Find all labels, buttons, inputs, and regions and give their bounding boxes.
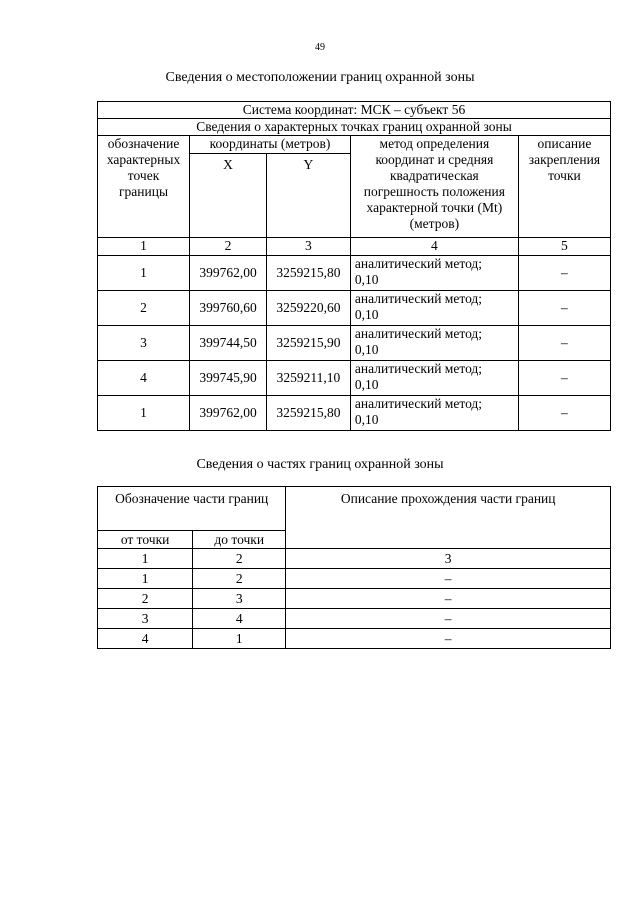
fixing: – [518,361,610,396]
method-cell: аналитический метод; 0,10 [350,361,518,396]
point-id: 3 [98,326,190,361]
to-point: 4 [193,609,286,629]
from-point: 2 [98,589,193,609]
coord-x: 399745,90 [190,361,267,396]
table-row [98,569,611,589]
coord-y: 3259220,60 [266,291,350,326]
header-x: X [190,154,267,238]
to-point: 3 [193,589,286,609]
table-row [98,326,611,361]
col-number: 1 [98,238,190,256]
section2-title: Сведения о частях границ охранной зоны [196,457,444,472]
col-number: 4 [350,238,518,256]
column-numbers-row [98,238,611,256]
header-from-point: от точки [98,531,193,549]
method-cell: аналитический метод; 0,10 [350,256,518,291]
point-id: 4 [98,361,190,396]
header-part-description: Описание прохождения части границ [286,487,611,549]
method-cell: аналитический метод; 0,10 [350,396,518,431]
col-number: 2 [193,549,286,569]
page-number: 49 [315,42,325,53]
coord-y: 3259215,90 [266,326,350,361]
header-fixing-description: описание закрепления точки [518,136,610,238]
header-point-designation: обозначение характерных точек границы [98,136,190,238]
table-row [98,291,611,326]
from-point: 1 [98,569,193,589]
table-row [98,589,611,609]
col-number: 2 [190,238,267,256]
fixing: – [518,326,610,361]
header-coordinates: координаты (метров) [190,136,351,154]
coord-x: 399760,60 [190,291,267,326]
point-id: 1 [98,256,190,291]
point-id: 2 [98,291,190,326]
part-description: – [286,629,611,649]
method-cell: аналитический метод; 0,10 [350,291,518,326]
points-subtitle-header: Сведения о характерных точках границ охранной зоны [98,119,611,136]
header-part-designation: Обозначение части границ [98,487,286,531]
col-number: 3 [266,238,350,256]
fixing: – [518,291,610,326]
col-number: 5 [518,238,610,256]
from-point: 3 [98,609,193,629]
coord-x: 399744,50 [190,326,267,361]
from-point: 4 [98,629,193,649]
header-method: метод определения координат и средняя квадратическая погрешность положения характерной точки (Mt) (метров) [350,136,518,238]
fixing: – [518,396,610,431]
coord-system-header: Система координат: МСК – субъект 56 [98,102,611,119]
coord-y: 3259215,80 [266,256,350,291]
table-row [98,629,611,649]
part-description: – [286,589,611,609]
coord-y: 3259215,80 [266,396,350,431]
column-numbers-row [98,549,611,569]
fixing: – [518,256,610,291]
coord-x: 399762,00 [190,256,267,291]
part-description: – [286,609,611,629]
to-point: 2 [193,569,286,589]
section1-title: Сведения о местоположении границ охранной зоны [165,70,475,85]
method-cell: аналитический метод; 0,10 [350,326,518,361]
table-row [98,256,611,291]
table-row [98,609,611,629]
coord-x: 399762,00 [190,396,267,431]
part-description: – [286,569,611,589]
point-id: 1 [98,396,190,431]
boundary-points-table [97,101,611,431]
to-point: 1 [193,629,286,649]
table-row [98,396,611,431]
col-number: 3 [286,549,611,569]
coord-y: 3259211,10 [266,361,350,396]
header-to-point: до точки [193,531,286,549]
header-y: Y [266,154,350,238]
table-row [98,361,611,396]
boundary-parts-table [97,486,611,649]
col-number: 1 [98,549,193,569]
